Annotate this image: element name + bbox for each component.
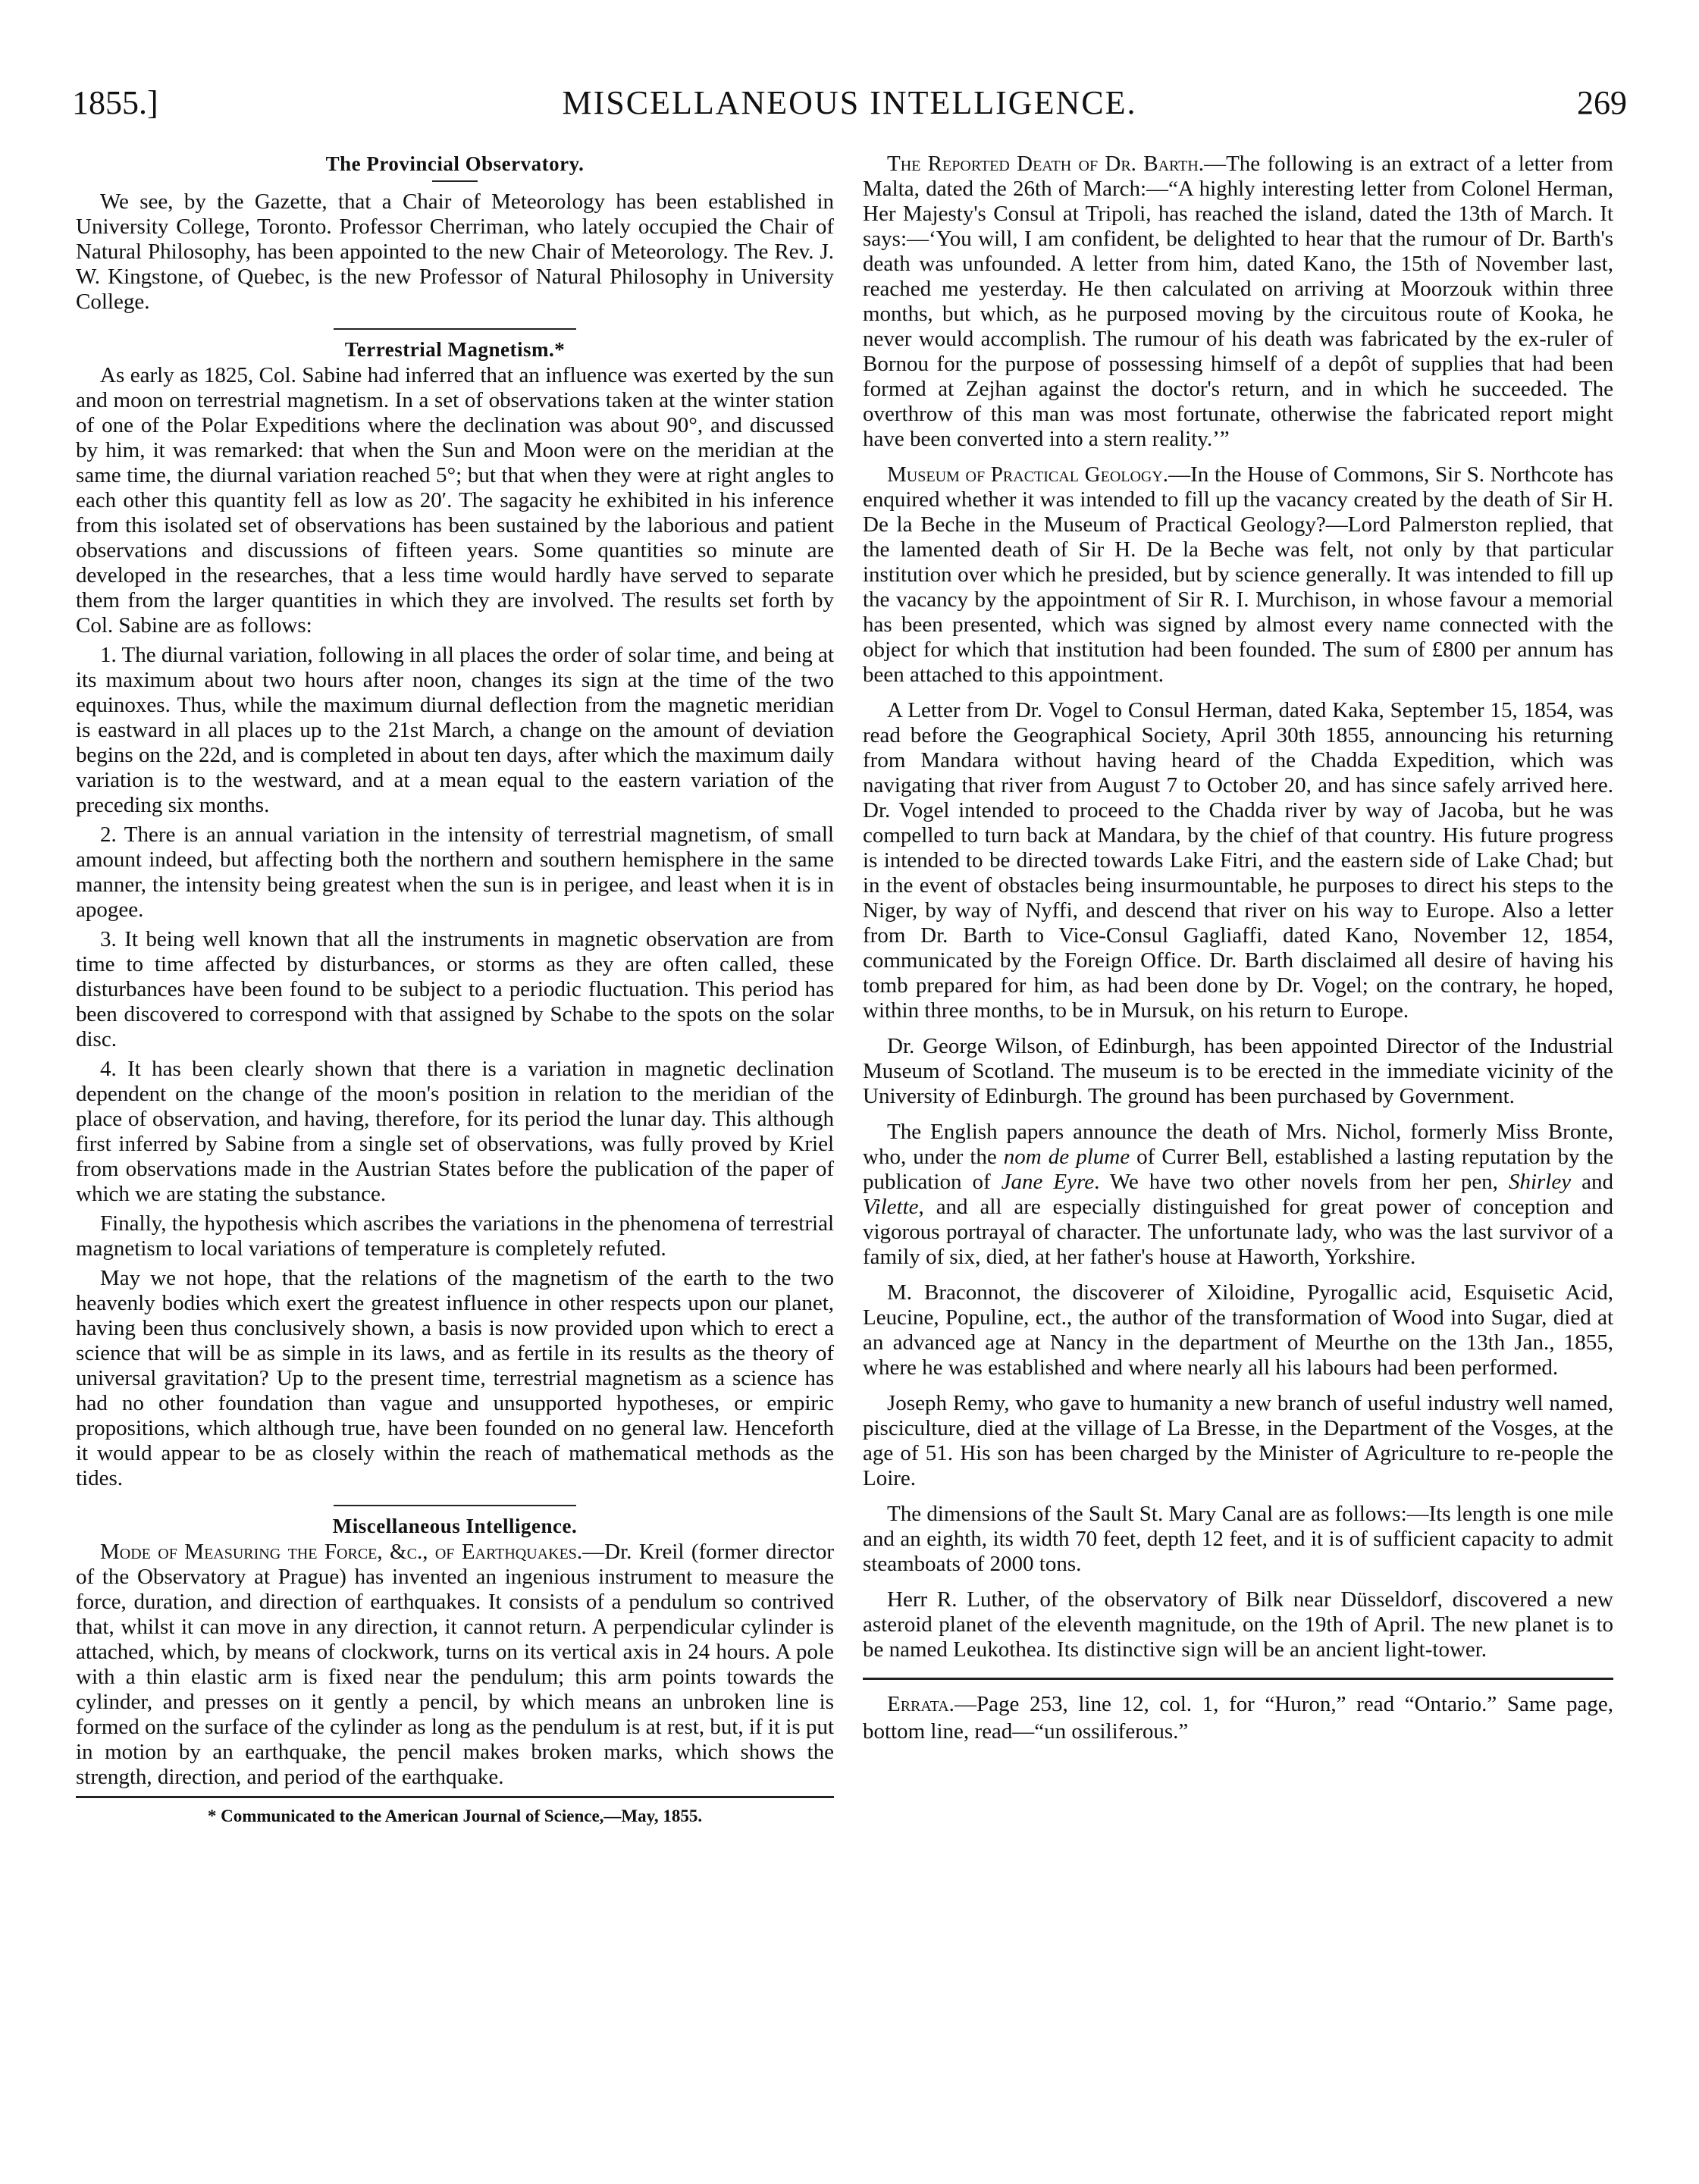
nichol-text-1: Miss Bronte, who, under the — [863, 1120, 1613, 1169]
errata-lead: Errata. — [887, 1692, 955, 1716]
barth-lead: The Reported Death of Dr. Barth. — [887, 152, 1205, 176]
header-year: 1855.] — [72, 84, 158, 121]
observatory-paragraph: We see, by the Gazette, that a Chair of Meteorology has been established in University College, Toronto. Professor Cherriman, who lately occupied the Chair of Natural Philosophy, has been appointed to the new Chair of Meteorology. The Rev. J. W. Kingstone, of Quebec, is the new Professor of Natural Philosophy in University College. — [76, 190, 834, 314]
footnote-rule — [76, 1796, 834, 1798]
magnetism-item-4: 4. It has been clearly shown that there is a variation in magnetic declination dependent on the change of the moon's position in relation to the meridian of the place of observation, and having, therefore, for its period the lunar day. This although first inferred by Sabine from a single set of observations, was fully proved by Kriel from observations made in the Austrian States before the publication of the paper of which we are stating the substance. — [76, 1057, 834, 1206]
magnetism-title: Terrestrial Magnetism.* — [344, 338, 566, 361]
museum-text: —In the House of Commons, Sir S. Northcote has enquired whether it was intended to fill up the vacancy created by the death of Sir H. De la Beche in the Museum of Practical Geology?—Lord Palmerston replied, that the lamented death of Sir H. De la Beche was felt, not only by that particular institution over which he presided, but by science generally. It was intended to fill up the vacancy by the appointment of Sir R. I. Murchison, in whose favour a memorial has been presented, which was signed by almost every name connected with the object for which that institution had been founded. The sum of £800 per annum has been attached to this appointment. — [863, 462, 1614, 687]
header-title: MISCELLANEOUS INTELLIGENCE. — [562, 84, 1137, 121]
magnetism-finally: Finally, the hypothesis which ascribes the variations in the phenomena of terrestrial magnetism to local variations of temperature is completely refuted. — [76, 1211, 834, 1261]
luther-paragraph: Herr R. Luther, of the observatory of Bilk near Düsseldorf, discovered a new asteroid planet of the eleventh magnitude, on the 19th of April. The new planet is to be named Leukothea. Its distinctive sign will be an ancient light-tower. — [863, 1587, 1613, 1662]
nichol-text-4: , and all are especially distinguished for great power of conception and vigorous portrayal of character. The unfortunate lady, who was the last survivor of a family of six, died, at her father's house at Haworth, Yorkshire. — [863, 1195, 1613, 1269]
running-head — [72, 82, 1627, 135]
errata-rule — [863, 1678, 1613, 1680]
left-column — [76, 152, 834, 1827]
nichol-jane-eyre: Jane Eyre — [1001, 1170, 1095, 1194]
museum-paragraph — [863, 462, 1613, 688]
vogel-paragraph: A Letter from Dr. Vogel to Consul Herman, dated Kaka, September 15, 1854, was read before the Geographical Society, April 30th 1855, announcing his returning from Mandara without having heard of the Chadda Expedition, which was navigating that river from August 7 to October 20, and has since safely arrived here. Dr. Vogel intended to proceed to the Chadda river by way of Jacoba, but he was compelled to turn back at Mandara, by the chief of that country. His future progress is intended to be directed towards Lake Fitri, and the eastern side of Lake Chad; but in the event of obstacles being insurmountable, he purposes to direct his steps to the Niger, by way of Nyffi, and descend that river on his way to Europe. Also a letter from Dr. Barth to Vice-Consul Gagliaffi, dated Kano, November 12, 1854, communicated by the Foreign Office. Dr. Barth disclaimed all desire of having his tomb prepared for him, as had been done by Dr. Vogel; on the contrary, he hoped, within three months, to be in Mursuk, on his return to Europe. — [863, 698, 1613, 1023]
misc-title: Miscellaneous Intelligence. — [332, 1515, 578, 1537]
nichol-text-2: of Currer Bell, established a lasting reputation by the publication of — [863, 1145, 1614, 1194]
magnetism-intro: As early as 1825, Col. Sabine had inferred that an influence was exerted by the sun and moon on terrestrial magnetism. In a set of observations taken at the winter station of one of the Polar Expeditions where the declination was about 90°, and discussed by him, it was remarked: that when the Sun and Moon were on the meridian at the same time, the diurnal variation reached 5°; but that when they were at right angles to each other this quantity fell as low as 20′. The sagacity he exhibited in his inference from this isolated set of observations has been sustained by the laborious and patient observations and discussions of fifteen years. Some quantities so minute are developed in the researches, that a less time would hardly have served to separate them from the larger quantities in which they are involved. The results set forth by Col. Sabine are as follows: — [76, 363, 834, 638]
remy-paragraph: Joseph Remy, who gave to humanity a new branch of useful industry well named, pisciculture, died at the village of La Bresse, in the Department of the Vosges, at the age of 51. His son has been charged by the Minister of Agriculture to re-people the Loire. — [863, 1391, 1613, 1490]
observatory-title: The Provincial Observatory. — [325, 152, 585, 175]
magnetism-item-1: 1. The diurnal variation, following in all places the order of solar time, and being at its maximum about two hours after noon, changes its sign at the time of the two equinoxes. Thus, while the maximum diurnal deflection from the magnetic meridian is eastward in all places up to the 21st March, a change on the amount of deviation begins on the 22d, and is completed in about ten days, after which the maximum daily variation is to the westward, and at a mean equal to the eastern variation of the preceding six months. — [76, 643, 834, 817]
section-rule — [334, 1505, 576, 1506]
barth-text: —The following is an extract of a letter from Malta, dated the 26th of March:—“A highly interesting letter from Colonel Herman, Her Majesty's Consul at Tripoli, has reached the island, dated the 13th of March. It says:—‘You will, I am confident, be delighted to hear that the rumour of Dr. Barth's death was unfounded. A letter from him, dated Kano, the 15th of November last, reached me yesterday. He then calculated on arriving at Moorzouk within three months, but which, as he purposed moving by the circuitous route of Kooka, he never would accomplish. The rumour of his death was fabricated by the ex-ruler of Bornou for the purpose of possessing himself of a depôt of supplies that had been formed at Zejhan against the doctor's return, and in which he succeeded. The overthrow of this man was most fortunate, otherwise the fabricated report might have been converted into a stern reality.’” — [863, 152, 1613, 451]
magnetism-item-3: 3. It being well known that all the instruments in magnetic observation are from time to time affected by disturbances, or storms as they are often called, these disturbances have been found to be subject to a periodic fluctuation. This period has been discovered to correspond with that assigned by Schabe to the spots on the solar disc. — [76, 927, 834, 1051]
nichol-shirley: Shirley — [1508, 1170, 1572, 1194]
earthquake-text: —Dr. Kreil (former director of the Observatory at Prague) has invented an ingenious instrument to measure the force, duration, and direction of earthquakes. It consists of a pendulum so contrived that, whilst it can move in any direction, it cannot return. A perpendicular cylinder is attached, which, by means of clockwork, turns on its vertical axis in 24 hours. A pole with a thin elastic arm is fixed near the pendulum; this arm points towards the cylinder, and presses on it gently a pencil, by which means an unbroken line is formed on the surface of the cylinder as long as the pendulum is at rest, but, if it is put in motion by an earthquake, the pencil makes broken marks, which shows the strength, direction, and period of the earthquake. — [76, 1540, 834, 1789]
wilson-paragraph: Dr. George Wilson, of Edinburgh, has been appointed Director of the Industrial Museum of Scotland. The museum is to be erected in the immediate vicinity of the University of Edinburgh. The ground has been purchased by Government. — [863, 1034, 1613, 1108]
nichol-vilette: Vilette — [863, 1195, 919, 1219]
braconnot-paragraph: M. Braconnot, the discoverer of Xiloidine, Pyrogallic acid, Esquisetic Acid, Leucine, Populine, ect., the author of the transformation of Wood into Sugar, died at an advanced age at Nancy in the department of Meurthe on the 13th Jan., 1855, where he was established and where nearly all his labours had been performed. — [863, 1280, 1613, 1380]
page-number: 269 — [1577, 84, 1627, 121]
nichol-text-3: . We have two other novels from her pen, — [1094, 1170, 1509, 1194]
nichol-and: and — [1571, 1170, 1613, 1194]
nichol-text-0: The English papers announce the death of Mrs. Nichol, formerly — [887, 1120, 1497, 1144]
errata-paragraph — [863, 1690, 1613, 1745]
sault-paragraph: The dimensions of the Sault St. Mary Canal are as follows:—Its length is one mile and an eighth, its width 70 feet, depth 12 feet, and it is of sufficient capacity to admit steamboats of 2000 tons. — [863, 1502, 1613, 1576]
title-rule — [432, 180, 478, 182]
nichol-nom-de-plume: nom de plume — [1003, 1145, 1130, 1169]
earthquake-paragraph — [76, 1540, 834, 1790]
magnetism-closing: May we not hope, that the relations of the magnetism of the earth to the two heavenly bodies which exert the greatest influence in other respects upon our planet, having been thus conclusively shown, a basis is now provided upon which to erect a science that will be as simple in its laws, and as fertile in its results as the theory of universal gravitation? Up to the present time, terrestrial magnetism as a science has had no other foundation than vague and unsupported hypotheses, or empiric propositions, which although true, have been founded on no general law. Henceforth it would appear to be as closely within the reach of mathematical methods as the tides. — [76, 1266, 834, 1490]
magnetism-item-2: 2. There is an annual variation in the intensity of terrestrial magnetism, of small amount indeed, but affecting both the northern and southern hemisphere in the same manner, the intensity being greatest when the sun is in perigee, and least when it is in apogee. — [76, 823, 834, 922]
right-column — [863, 152, 1613, 1750]
footnote: * Communicated to the American Journal of Science,—May, 1855. — [207, 1806, 703, 1825]
museum-lead: Museum of Practical Geology. — [887, 462, 1169, 487]
errata-text: —Page 253, line 12, col. 1, for “Huron,” read “Ontario.” Same page, bottom line, read—“un ossiliferous.” — [863, 1692, 1613, 1744]
nichol-paragraph — [863, 1120, 1613, 1270]
barth-paragraph — [863, 152, 1613, 452]
earthquake-lead: Mode of Measuring the Force, &c., of Earthquakes. — [100, 1540, 583, 1564]
section-rule — [334, 328, 576, 330]
errata — [863, 1690, 1613, 1745]
